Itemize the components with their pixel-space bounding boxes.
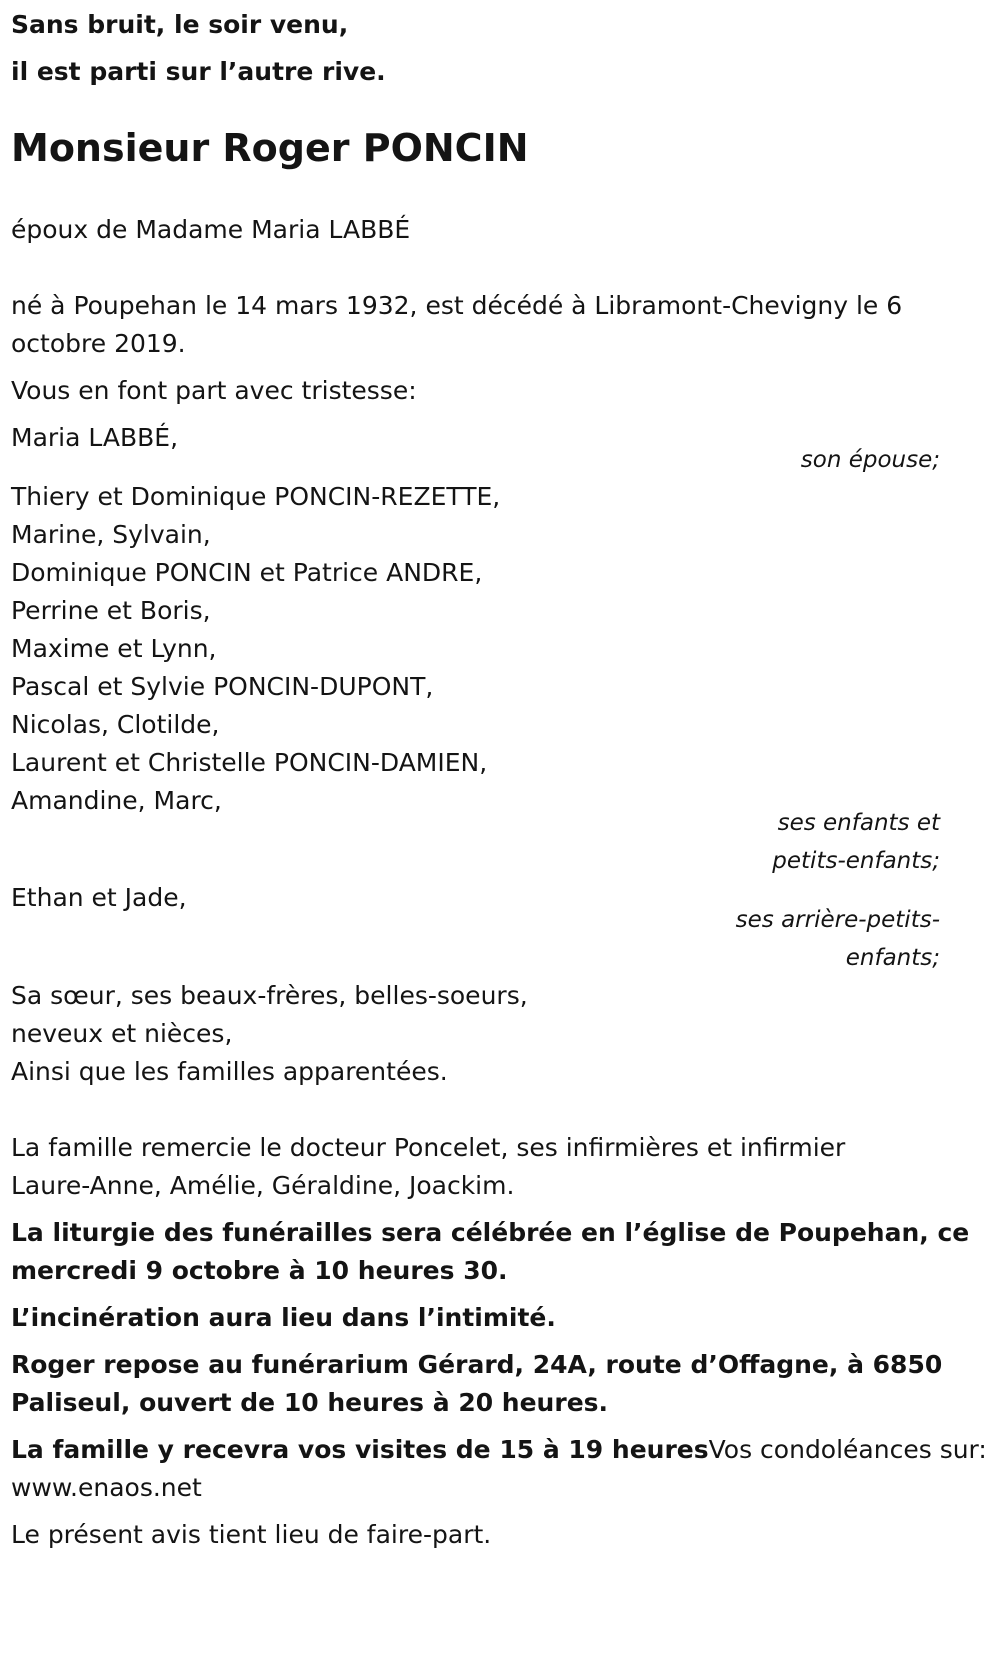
child-line: Thiery et Dominique PONCIN-REZETTE, <box>11 482 501 511</box>
spouse-name: Maria LABBÉ, <box>11 423 179 452</box>
child-line: Maxime et Lynn, <box>11 634 217 663</box>
thanks-line-2: Laure-Anne, Amélie, Géraldine, Joackim. <box>11 1171 515 1200</box>
cremation-note: L’incinération aura lieu dans l’intimité. <box>11 1303 556 1332</box>
child-line: Dominique PONCIN et Patrice ANDRE, <box>11 558 483 587</box>
spouse-relation: son épouse; <box>800 447 940 473</box>
child-line: Perrine et Boris, <box>11 596 211 625</box>
child-line: Marine, Sylvain, <box>11 520 211 549</box>
great-grandchildren-relation-line-1: ses arrière-petits- <box>735 907 940 933</box>
announce-intro: Vous en font part avec tristesse: <box>11 376 417 405</box>
repose-line-1: Roger repose au funérarium Gérard, 24A, route d’Offagne, à 6850 <box>11 1350 943 1379</box>
funeral-line-2: mercredi 9 octobre à 10 heures 30. <box>11 1256 508 1285</box>
epigraph-line-2: il est parti sur l’autre rive. <box>11 57 386 86</box>
deceased-name: Monsieur Roger PONCIN <box>11 126 529 170</box>
great-grandchildren-names: Ethan et Jade, <box>11 883 187 912</box>
other-relatives-line: Sa sœur, ses beaux-frères, belles-soeurs, <box>11 981 528 1010</box>
condolences-website: www.enaos.net <box>11 1473 202 1502</box>
birth-death-line-1: né à Poupehan le 14 mars 1932, est décédé à Libramont-Chevigny le 6 <box>11 291 903 320</box>
visits-line <box>11 1430 987 1470</box>
children-relation-line-2: petits-enfants; <box>772 848 940 874</box>
other-relatives-line: neveux et nièces, <box>11 1019 233 1048</box>
thanks-line-1: La famille remercie le docteur Poncelet, ses infirmières et infirmier <box>11 1133 846 1162</box>
child-line: Pascal et Sylvie PONCIN-DUPONT, <box>11 672 434 701</box>
condolences-label: Vos condoléances sur: <box>708 1435 987 1464</box>
epigraph-line-1: Sans bruit, le soir venu, <box>11 10 349 39</box>
child-line: Nicolas, Clotilde, <box>11 710 220 739</box>
repose-line-2: Paliseul, ouvert de 10 heures à 20 heures. <box>11 1388 609 1417</box>
great-grandchildren-relation-line-2: enfants; <box>845 945 940 971</box>
funeral-line-1: La liturgie des funérailles sera célébrée en l’église de Poupehan, ce <box>11 1218 970 1247</box>
child-line: Amandine, Marc, <box>11 786 222 815</box>
visits-hours: La famille y recevra vos visites de 15 à 19 heures <box>11 1435 709 1464</box>
child-line: Laurent et Christelle PONCIN-DAMIEN, <box>11 748 488 777</box>
birth-death-line-2: octobre 2019. <box>11 329 186 358</box>
spouse-line: époux de Madame Maria LABBÉ <box>11 215 411 244</box>
children-relation-line-1: ses enfants et <box>777 810 940 836</box>
faire-part-note: Le présent avis tient lieu de faire-part. <box>11 1520 492 1549</box>
other-relatives-line: Ainsi que les familles apparentées. <box>11 1057 448 1086</box>
